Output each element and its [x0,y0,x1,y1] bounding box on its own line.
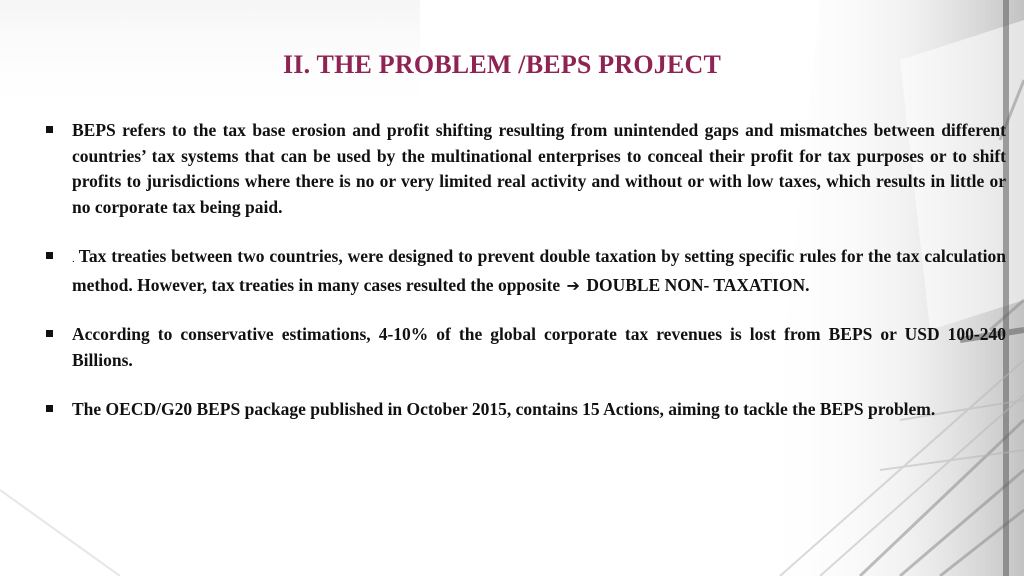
bullet-item [44,244,1006,298]
bullet-text: According to conservative estimations, 4-10% of the global corporate tax revenues is lost from BEPS or USD 100-240 Billions. [72,324,1006,370]
bullet-item [44,397,1006,423]
bullet-suffix: DOUBLE NON- TAXATION. [586,274,810,295]
bullet-item [44,118,1006,220]
bullet-text: The OECD/G20 BEPS package published in October 2015, contains 15 Actions, aiming to tackle the BEPS problem. [72,399,936,419]
square-bullet-icon [46,330,53,337]
square-bullet-icon [46,405,53,412]
slide-title: II. THE PROBLEM /BEPS PROJECT [282,50,721,79]
square-bullet-icon [46,126,53,133]
square-bullet-icon [46,252,53,259]
bullet-item [44,322,1006,373]
right-arrow-icon: ➔ [566,275,580,295]
bullet-text: BEPS refers to the tax base erosion and profit shifting resulting from unintended gaps and mismatches between different countries’ tax systems that can be used by the multinational enterprises to conceal their profit for tax purposes or to shift profits to jurisdictions where there is no or very limited real activity and without or with low taxes, which results in little or no corporate tax being paid. [72,120,1006,217]
bullet-text: Tax treaties between two countries, were designed to prevent double taxation by setting specific rules for the tax calculation method. However, tax treaties in many cases resulted the opposite [72,246,1006,295]
bullet-list [44,118,1006,423]
bullet-prefix: . [72,253,75,265]
